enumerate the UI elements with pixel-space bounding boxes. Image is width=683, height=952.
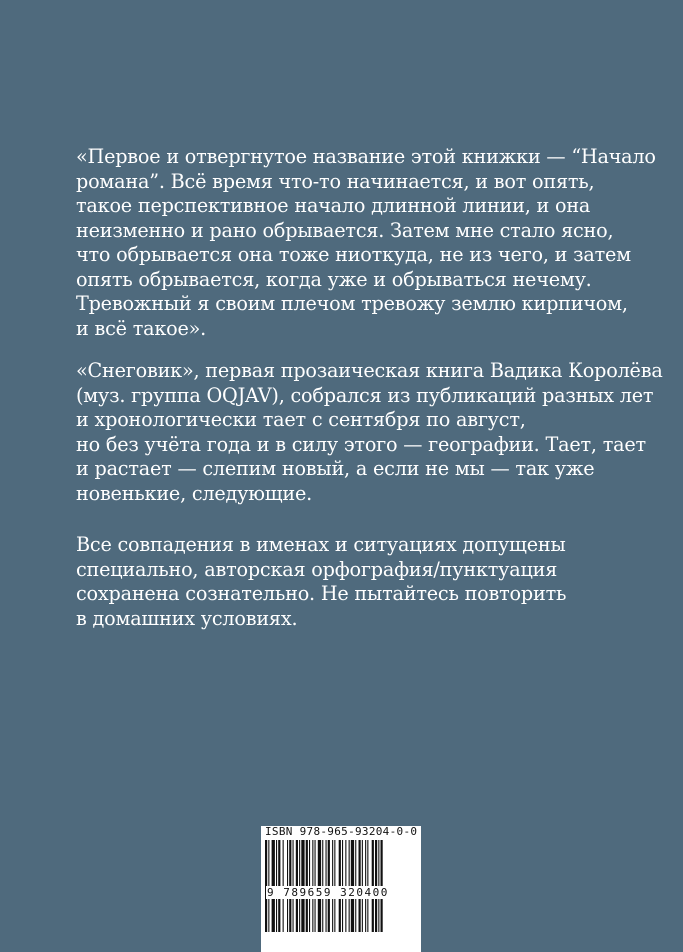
paragraph-disclaimer [76, 533, 656, 631]
text-line: и хронологически тает с сентября по август, [76, 408, 526, 431]
paragraph-description [76, 359, 663, 506]
text-line: но без учёта года и в силу этого — географии. Тает, тает [76, 432, 646, 456]
text-line: и растает — слепим новый, а если не мы — так уже [76, 457, 595, 480]
text-line: такое перспективное начало длинной линии, и она [76, 194, 591, 217]
isbn-label: ISBN 978-965-93204-0-0 [265, 825, 418, 838]
text-line: в домашних условиях. [76, 606, 298, 630]
text-line: «Первое и отвергнутое название этой книжки — “Начало [76, 145, 656, 168]
text-line: неизменно и рано обрывается. Затем мне стало ясно, [76, 218, 614, 242]
text-line: Все совпадения в именах и ситуациях допущены [76, 533, 566, 556]
text-line: что обрывается она тоже ниоткуда, не из чего, и затем [76, 243, 631, 266]
paragraph-quote [76, 145, 656, 341]
text-line: (муз. группа OQJAV), собрался из публикаций разных лет [76, 383, 654, 407]
text-line: сохранена сознательно. Не пытайтесь повторить [76, 582, 567, 605]
text-line: «Снеговик», первая прозаическая книга Вадика Королёва [76, 359, 663, 382]
text-line: опять обрывается, когда уже и обрываться нечему. [76, 267, 592, 291]
text-line: романа”. Всё время что-то начинается, и вот опять, [76, 169, 595, 193]
text-line: новенькие, следующие. [76, 481, 313, 505]
text-line: специально, авторская орфография/пунктуация [76, 557, 558, 581]
text-line: и всё такое». [76, 316, 207, 340]
barcode-digits: 9 789659 320400 [267, 886, 389, 899]
text-line: Тревожный я своим плечом тревожу землю кирпичом, [76, 292, 628, 315]
